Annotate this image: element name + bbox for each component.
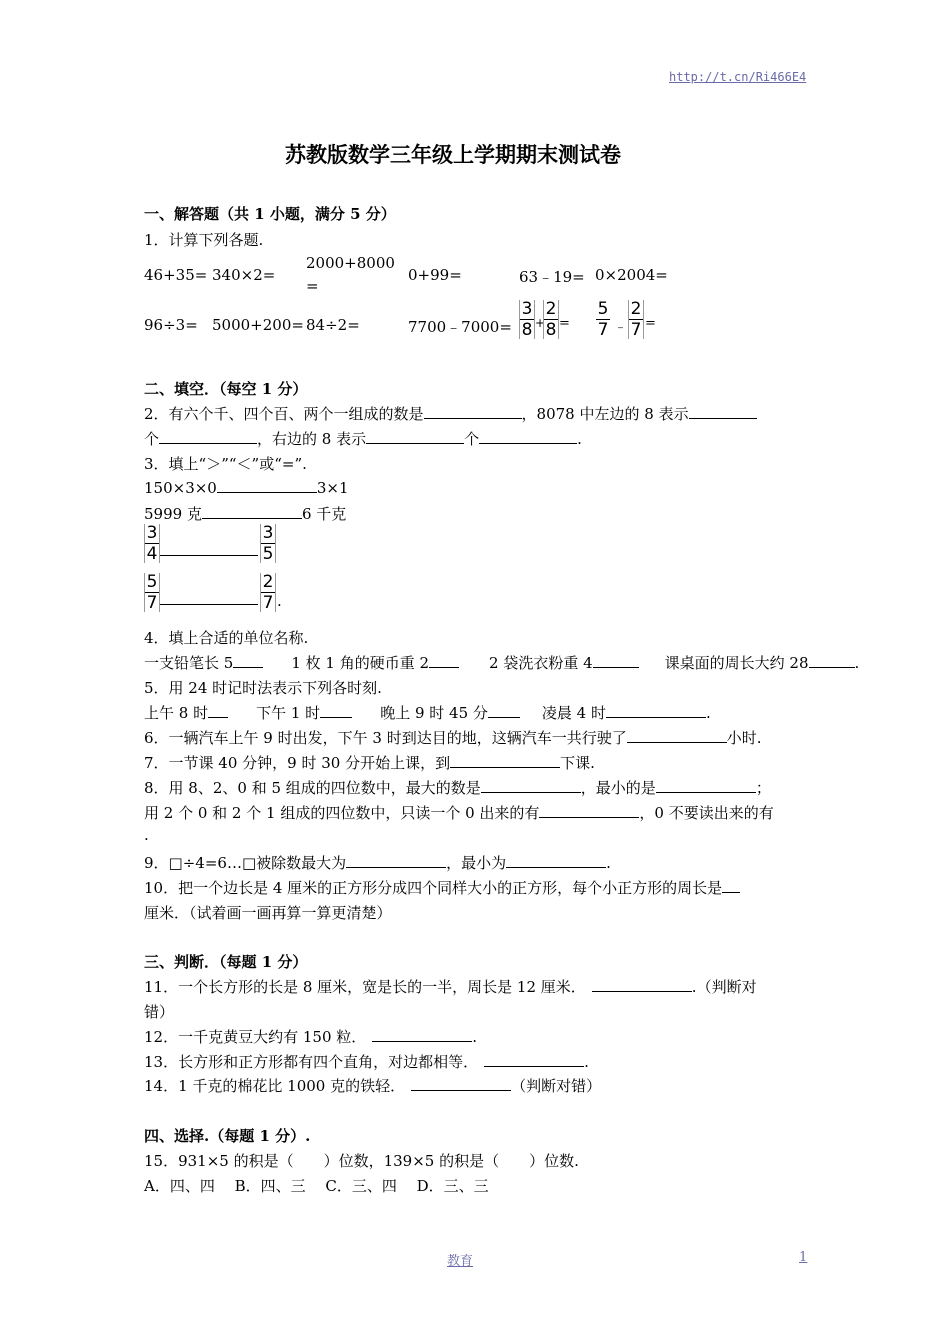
q5-text: 5．用 24 时记时法表示下列各时刻. [144, 679, 382, 697]
q15-text: 15．931×5 的积是（ ）位数，139×5 的积是（ ）位数. [144, 1152, 579, 1170]
section-3-heading: 三、判断．（每题 1 分） [144, 953, 308, 971]
section-4-heading: 四、选择.（每题 1 分）. [144, 1127, 311, 1145]
calc-7700-7000: 7700﹣7000= [408, 318, 512, 336]
fraction-3-5: $\frac{3}{5}$ [260, 524, 276, 563]
q11-line1: 11．一个长方形的长是 8 厘米，宽是长的一半，周长是 12 厘米． .（判断对 [144, 978, 757, 996]
q3-compare-2: 5999 克 6 千克 [144, 505, 347, 523]
fraction-5-7: $\frac{5}{7}$ [144, 573, 160, 612]
plus-sign: + [535, 316, 546, 330]
q3-compare-1: 150×3×0 3×1 [144, 479, 349, 497]
q3-text: 3．填上“＞”“＜”或“=”. [144, 455, 307, 473]
header-link[interactable]: http://t.cn/Ri466E4 [669, 70, 807, 84]
fraction-5-7: $\frac{5}{7}$ [597, 299, 609, 340]
calc-0x2004: 0×2004= [595, 266, 668, 284]
calc-340x2: 340×2= [212, 266, 276, 284]
calc-2000-8000-eq: = [306, 277, 319, 295]
q10-line1: 10．把一个边长是 4 厘米的正方形分成四个同样大小的正方形，每个小正方形的周长是 [144, 877, 740, 898]
q1-text: 1．计算下列各题. [144, 231, 264, 249]
calc-84d2: 84÷2= [306, 316, 360, 334]
equals-sign: = [645, 316, 656, 331]
q11-line2: 错） [144, 1003, 175, 1021]
calc-0-99: 0+99= [408, 266, 462, 284]
page-number[interactable]: 1 [799, 1250, 808, 1265]
section-2-heading: 二、填空．（每空 1 分） [144, 380, 308, 398]
q5-items: 上午 8 时 下午 1 时 晚上 9 时 45 分 凌晨 4 时 . [144, 704, 711, 722]
q8-end: . [144, 826, 149, 844]
calc-2000-8000: 2000+8000 [306, 254, 395, 272]
q7-text: 7．一节课 40 分钟，9 时 30 分开始上课，到 下课. [144, 754, 595, 772]
equals-sign: = [559, 316, 570, 331]
period: . [277, 592, 282, 610]
fraction-2-7: $\frac{2}{7}$ [260, 573, 276, 612]
footer-link[interactable]: 教育 [447, 1254, 474, 1269]
q9-text: 9．□÷4=6…□被除数最大为 ，最小为 . [144, 854, 611, 872]
q4-items: 一支铅笔长 5 1 枚 1 角的硬币重 2 2 袋洗衣粉重 4 课桌面的周长大约 28 . [144, 654, 860, 672]
fraction-2-7: $\frac{2}{7}$ [628, 300, 644, 339]
q8-line2: 用 2 个 0 和 2 个 1 组成的四位数中，只读一个 0 出来的有 ，0 不要读出来的有 [144, 804, 774, 822]
q8-line1: 8．用 8、2、0 和 5 组成的四位数中，最大的数是 ，最小的是 ； [144, 779, 771, 797]
minus-sign: ﹣ [614, 320, 628, 335]
q12-text: 12．一千克黄豆大约有 150 粒． . [144, 1028, 478, 1046]
calc-96d3: 96÷3= [144, 316, 198, 334]
q14-text: 14．1 千克的棉花比 1000 克的铁轻． （判断对错） [144, 1077, 602, 1095]
q15-options: A．四、四 B．四、三 C．三、四 D．三、三 [144, 1177, 489, 1195]
fraction-3-8: $\frac{3}{8}$ [519, 300, 535, 339]
q13-text: 13．长方形和正方形都有四个直角，对边都相等． . [144, 1053, 589, 1071]
fraction-2-8: $\frac{2}{8}$ [543, 300, 559, 339]
q2-line1: 2．有六个千、四个百、两个一组成的数是 ，8078 中左边的 8 表示 [144, 403, 757, 424]
q2-line2: 个 ，右边的 8 表示 个 . [144, 430, 582, 448]
q4-text: 4．填上合适的单位名称. [144, 629, 309, 647]
fraction-3-4: $\frac{3}{4}$ [144, 524, 160, 563]
calc-63-19: 63﹣19= [519, 268, 585, 286]
q6-text: 6．一辆汽车上午 9 时出发，下午 3 时到达目的地，这辆汽车一共行驶了 小时. [144, 729, 762, 747]
answer-blank[interactable] [160, 555, 258, 556]
answer-blank[interactable] [160, 604, 258, 605]
section-1-heading: 一、解答题（共 1 小题，满分 5 分） [144, 205, 396, 223]
q10-line2: 厘米．（试着画一画再算一算更清楚） [144, 904, 392, 922]
calc-5000-200: 5000+200= [212, 316, 304, 334]
page-title: 苏教版数学三年级上学期期末测试卷 [285, 142, 621, 167]
calc-46-35: 46+35= [144, 266, 208, 284]
